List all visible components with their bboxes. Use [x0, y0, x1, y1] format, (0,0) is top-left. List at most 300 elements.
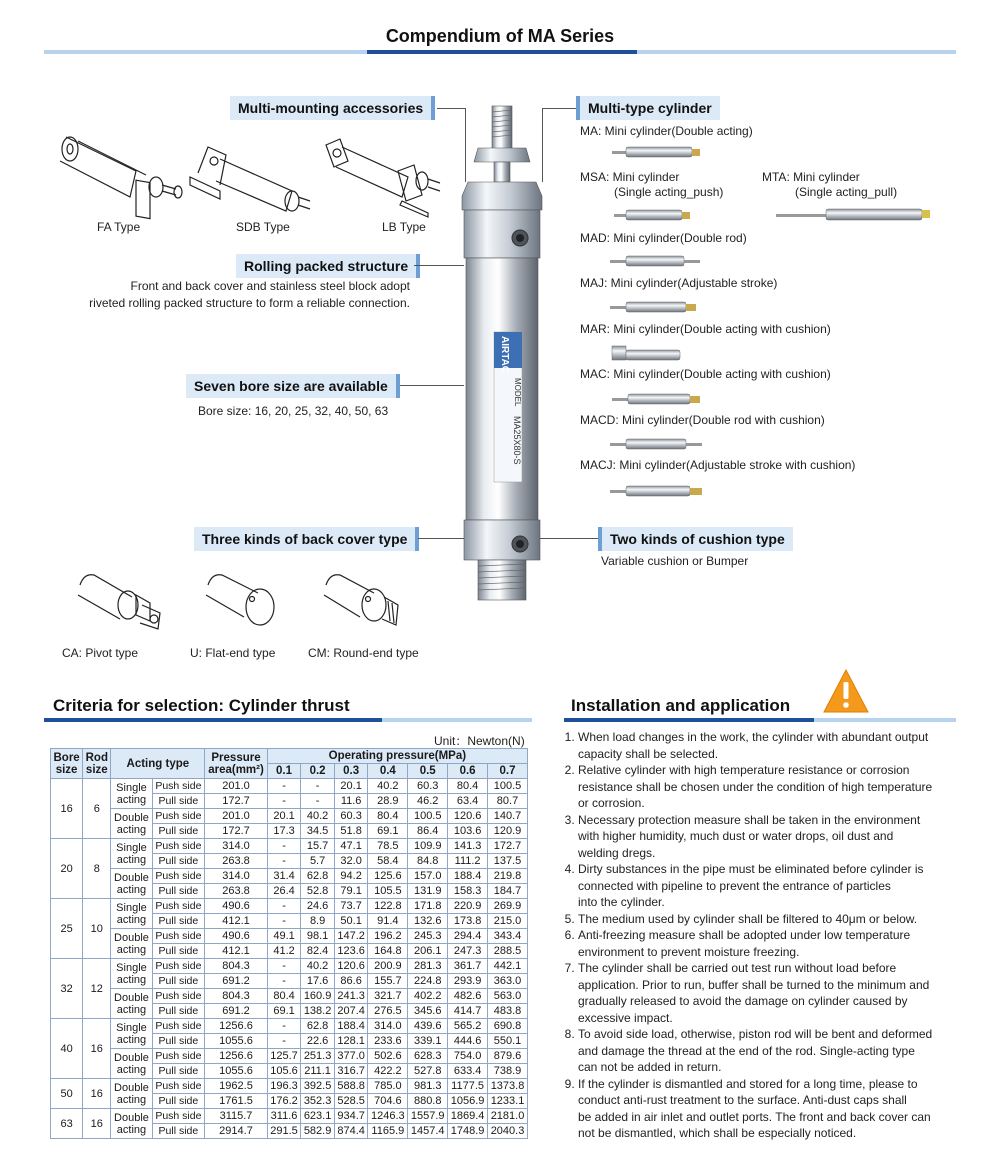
type-ma: MA: Mini cylinder(Double acting)	[580, 124, 753, 138]
acting-type-cell	[111, 1079, 152, 1109]
cylinder-label-text	[496, 336, 526, 486]
page-title: Compendium of MA Series	[385, 26, 615, 46]
thrust-value-cell: 160.9	[301, 989, 335, 1004]
acting-type-cell	[111, 929, 152, 959]
thrust-value-cell: 377.0	[334, 1049, 368, 1064]
thrust-value-cell: 200.9	[368, 959, 408, 974]
area-cell: 3115.7	[205, 1109, 268, 1124]
side-cell: Pull side	[152, 884, 205, 899]
list-item	[578, 762, 978, 812]
thrust-value-cell: 233.6	[368, 1034, 408, 1049]
thrust-value-cell: 11.6	[334, 794, 368, 809]
pressure-col-header: 0.2	[301, 764, 335, 779]
thrust-value-cell: 31.4	[267, 869, 301, 884]
type-msa-sub: (Single acting_push)	[614, 185, 724, 199]
thrust-value-cell: 100.5	[488, 779, 528, 794]
thrust-value-cell: 155.7	[368, 974, 408, 989]
u-flat-label: U: Flat-end type	[190, 646, 276, 660]
table-row	[51, 839, 528, 854]
thrust-value-cell: 339.1	[408, 1034, 448, 1049]
acting-type-l2: acting	[116, 883, 147, 896]
thrust-value-cell: 157.0	[408, 869, 448, 884]
list-item-line: application. Prior to run, buffer shall be turned to the minimum and	[578, 977, 930, 992]
thrust-value-cell: 120.6	[448, 809, 488, 824]
thrust-value-cell: 1177.5	[448, 1079, 488, 1094]
area-cell: 1055.6	[205, 1064, 268, 1079]
bore-cell: 40	[51, 1019, 83, 1079]
thrust-value-cell: 245.3	[408, 929, 448, 944]
list-item-line: welding dregs.	[578, 845, 656, 860]
cushion-desc: Variable cushion or Bumper	[601, 554, 749, 568]
type-macd: MACD: Mini cylinder(Double rod with cushion)	[580, 413, 825, 427]
mini-mad	[610, 256, 700, 266]
thrust-table	[50, 748, 528, 1139]
thrust-value-cell: 704.6	[368, 1094, 408, 1109]
back-cover-box: Three kinds of back cover type	[194, 527, 419, 551]
thrust-value-cell: 343.4	[488, 929, 528, 944]
thrust-value-cell: 62.8	[301, 1019, 335, 1034]
thrust-value-cell: 26.4	[267, 884, 301, 899]
side-cell: Push side	[152, 959, 205, 974]
side-cell: Push side	[152, 1109, 205, 1124]
thrust-value-cell: 80.4	[368, 809, 408, 824]
thrust-value-cell: 414.7	[448, 1004, 488, 1019]
thrust-value-cell: 241.3	[334, 989, 368, 1004]
acting-type-cell	[111, 779, 152, 809]
thrust-value-cell: 47.1	[334, 839, 368, 854]
bore-cell: 50	[51, 1079, 83, 1109]
criteria-heading	[53, 696, 350, 716]
thrust-value-cell: 50.1	[334, 914, 368, 929]
side-cell: Pull side	[152, 794, 205, 809]
table-row	[51, 1079, 528, 1094]
thrust-value-cell: 1246.3	[368, 1109, 408, 1124]
acting-type-l1: Single	[116, 901, 147, 914]
title-underline-accent	[367, 50, 637, 54]
side-cell: Pull side	[152, 914, 205, 929]
acting-type-l2: acting	[116, 973, 147, 986]
area-cell: 172.7	[205, 824, 268, 839]
thrust-value-cell: 224.8	[408, 974, 448, 989]
side-cell: Pull side	[152, 824, 205, 839]
acting-type-l1: Single	[116, 781, 147, 794]
list-item-line: with higher humidity, much dust or water drops, oil dust and	[578, 829, 894, 843]
table-row	[51, 779, 528, 794]
acting-type-l1: Double	[114, 871, 149, 884]
thrust-value-cell: 40.2	[368, 779, 408, 794]
thrust-value-cell: 880.8	[408, 1094, 448, 1109]
thrust-value-cell: 40.2	[301, 959, 335, 974]
thrust-value-cell: 527.8	[408, 1064, 448, 1079]
area-cell: 263.8	[205, 854, 268, 869]
thrust-value-cell: 111.2	[448, 854, 488, 869]
thrust-value-cell: 120.9	[488, 824, 528, 839]
thrust-value-cell: 131.9	[408, 884, 448, 899]
thrust-value-cell: 69.1	[267, 1004, 301, 1019]
thrust-value-cell: 52.8	[301, 884, 335, 899]
thrust-value-cell: 164.8	[368, 944, 408, 959]
thrust-value-cell: 293.9	[448, 974, 488, 989]
mini-mta	[776, 209, 930, 220]
list-item-line: capacity shall be selected.	[578, 746, 719, 761]
criteria-underline-accent	[44, 718, 382, 722]
list-item-line: can not be added in return.	[578, 1060, 722, 1074]
mini-mac	[612, 394, 700, 404]
list-item	[578, 927, 978, 960]
list-item-line: and damage the thread at the end of the rod. Single-acting type	[578, 1043, 915, 1058]
area-cell: 201.0	[205, 779, 268, 794]
thrust-value-cell: 196.2	[368, 929, 408, 944]
pressure-col-header: 0.3	[334, 764, 368, 779]
pressure-col-header: 0.6	[448, 764, 488, 779]
list-item	[578, 1076, 978, 1142]
acting-type-cell	[111, 1019, 152, 1049]
thrust-value-cell: 2040.3	[488, 1124, 528, 1139]
table-row	[51, 809, 528, 824]
side-cell: Pull side	[152, 854, 205, 869]
thrust-value-cell: 314.0	[368, 1019, 408, 1034]
cylinder-model-tag: MODEL	[513, 378, 522, 407]
list-item-line: or corrosion.	[578, 796, 645, 810]
thrust-value-cell: -	[267, 974, 301, 989]
area-cell: 490.6	[205, 899, 268, 914]
acting-type-l1: Double	[114, 1081, 149, 1094]
installation-underline-accent	[564, 718, 814, 722]
ca-pivot-label: CA: Pivot type	[62, 646, 139, 660]
thrust-value-cell: 173.8	[448, 914, 488, 929]
thrust-value-cell: 32.0	[334, 854, 368, 869]
thrust-value-cell: 633.4	[448, 1064, 488, 1079]
table-row	[51, 1109, 528, 1124]
leader-line	[542, 108, 543, 182]
thrust-value-cell: 981.3	[408, 1079, 448, 1094]
acting-type-cell	[111, 1049, 152, 1079]
thrust-value-cell: 15.7	[301, 839, 335, 854]
thrust-value-cell: -	[267, 1019, 301, 1034]
thrust-value-cell: 28.9	[368, 794, 408, 809]
criteria-heading-part2: Cylinder thrust	[224, 696, 350, 715]
bore-size-desc: Bore size: 16, 20, 25, 32, 40, 50, 63	[198, 404, 389, 418]
thrust-value-cell: 550.1	[488, 1034, 528, 1049]
table-row	[51, 1019, 528, 1034]
thrust-value-cell: 62.8	[301, 869, 335, 884]
list-item-line: 5. The medium used by cylinder shall be filtered to 40μm or below.	[578, 911, 918, 926]
thrust-value-cell: 294.4	[448, 929, 488, 944]
thrust-value-cell: 1373.8	[488, 1079, 528, 1094]
acting-type-l1: Double	[114, 991, 149, 1004]
list-item-line: 2. Relative cylinder with high temperature resistance or corrosion	[578, 763, 910, 777]
pressure-col-header: 0.4	[368, 764, 408, 779]
side-cell: Push side	[152, 1019, 205, 1034]
col-bore-l2: size	[55, 763, 78, 776]
acting-type-cell	[111, 869, 152, 899]
type-mac: MAC: Mini cylinder(Double acting with cushion)	[580, 367, 831, 381]
side-cell: Push side	[152, 839, 205, 854]
rod-cell: 6	[83, 779, 111, 839]
side-cell: Push side	[152, 779, 205, 794]
thrust-value-cell: 1457.4	[408, 1124, 448, 1139]
thrust-value-cell: 934.7	[334, 1109, 368, 1124]
thrust-value-cell: 785.0	[368, 1079, 408, 1094]
thrust-value-cell: 69.1	[368, 824, 408, 839]
thrust-value-cell: 738.9	[488, 1064, 528, 1079]
thrust-value-cell: 158.3	[448, 884, 488, 899]
thrust-value-cell: 207.4	[334, 1004, 368, 1019]
area-cell: 314.0	[205, 869, 268, 884]
area-cell: 1761.5	[205, 1094, 268, 1109]
rod-cell: 16	[83, 1019, 111, 1079]
type-macj: MACJ: Mini cylinder(Adjustable stroke with cushion)	[580, 458, 856, 472]
mini-mar	[612, 346, 680, 360]
table-row	[51, 959, 528, 974]
acting-type-l2: acting	[116, 1123, 147, 1136]
lb-type-drawing	[318, 125, 448, 220]
list-item	[578, 960, 978, 1026]
thrust-value-cell: 1748.9	[448, 1124, 488, 1139]
thrust-value-cell: 128.1	[334, 1034, 368, 1049]
area-cell: 263.8	[205, 884, 268, 899]
side-cell: Pull side	[152, 974, 205, 989]
thrust-value-cell: 94.2	[334, 869, 368, 884]
thrust-value-cell: 73.7	[334, 899, 368, 914]
thrust-value-cell: 247.3	[448, 944, 488, 959]
sdb-type-label: SDB Type	[236, 220, 290, 234]
thrust-value-cell: 91.4	[368, 914, 408, 929]
thrust-value-cell: 103.6	[448, 824, 488, 839]
side-cell: Push side	[152, 899, 205, 914]
thrust-value-cell: 874.4	[334, 1124, 368, 1139]
area-cell: 314.0	[205, 839, 268, 854]
thrust-value-cell: 502.6	[368, 1049, 408, 1064]
bore-cell: 63	[51, 1109, 83, 1139]
col-rod-l2: size	[85, 763, 108, 776]
thrust-value-cell: -	[301, 779, 335, 794]
thrust-value-cell: 363.0	[488, 974, 528, 989]
area-cell: 490.6	[205, 929, 268, 944]
area-cell: 201.0	[205, 809, 268, 824]
type-mta: MTA: Mini cylinder	[762, 170, 860, 184]
thrust-value-cell: -	[301, 794, 335, 809]
thrust-value-cell: -	[267, 779, 301, 794]
type-mta-sub: (Single acting_pull)	[795, 185, 898, 199]
side-cell: Pull side	[152, 1064, 205, 1079]
list-item-line: 4. Dirty substances in the pipe must be eliminated before cylinder is	[578, 862, 924, 876]
thrust-value-cell: 563.0	[488, 989, 528, 1004]
area-cell: 1962.5	[205, 1079, 268, 1094]
acting-type-cell	[111, 959, 152, 989]
col-area-l2: area(mm²)	[208, 763, 264, 776]
thrust-value-cell: -	[267, 854, 301, 869]
thrust-value-cell: 60.3	[334, 809, 368, 824]
thrust-value-cell: 79.1	[334, 884, 368, 899]
thrust-value-cell: 565.2	[448, 1019, 488, 1034]
leader-line	[542, 108, 576, 109]
acting-type-l2: acting	[116, 1093, 147, 1106]
thrust-value-cell: 211.1	[301, 1064, 335, 1079]
side-cell: Pull side	[152, 1094, 205, 1109]
thrust-value-cell: 109.9	[408, 839, 448, 854]
acting-type-cell	[111, 809, 152, 839]
installation-list	[562, 729, 978, 1142]
thrust-value-cell: 1056.9	[448, 1094, 488, 1109]
thrust-value-cell: 78.5	[368, 839, 408, 854]
thrust-value-cell: -	[267, 914, 301, 929]
area-cell: 1256.6	[205, 1049, 268, 1064]
thrust-value-cell: 442.1	[488, 959, 528, 974]
acting-type-l2: acting	[116, 943, 147, 956]
acting-type-l1: Double	[114, 1111, 149, 1124]
col-acting: Acting type	[111, 749, 205, 779]
thrust-value-cell: 82.4	[301, 944, 335, 959]
list-item	[578, 911, 978, 928]
thrust-value-cell: 8.9	[301, 914, 335, 929]
thrust-value-cell: 588.8	[334, 1079, 368, 1094]
thrust-value-cell: 311.6	[267, 1109, 301, 1124]
cylinder-brand: AIRTAC	[499, 336, 510, 374]
criteria-heading-part1: Criteria for selection	[53, 696, 219, 715]
thrust-value-cell: 291.5	[267, 1124, 301, 1139]
acting-type-l1: Double	[114, 1051, 149, 1064]
acting-type-cell	[111, 839, 152, 869]
unit-label: Unit：Newton(N)	[434, 734, 525, 748]
thrust-value-cell: 123.6	[334, 944, 368, 959]
thrust-value-cell: 24.6	[301, 899, 335, 914]
side-cell: Push side	[152, 1079, 205, 1094]
thrust-body	[51, 779, 528, 1139]
table-row	[51, 1049, 528, 1064]
thrust-value-cell: 276.5	[368, 1004, 408, 1019]
leader-line	[540, 538, 598, 539]
list-item-line: 7. The cylinder shall be carried out test run without load before	[578, 961, 897, 975]
list-item-line: gradually released to avoid the damage on cylinder caused by	[578, 994, 908, 1008]
thrust-value-cell: 137.5	[488, 854, 528, 869]
thrust-value-cell: 17.6	[301, 974, 335, 989]
criteria-heading-sep: :	[218, 696, 224, 715]
area-cell: 691.2	[205, 1004, 268, 1019]
list-item	[578, 1026, 978, 1076]
acting-type-l2: acting	[116, 1003, 147, 1016]
thrust-value-cell: 444.6	[448, 1034, 488, 1049]
cm-round-drawing	[318, 565, 413, 640]
thrust-value-cell: 140.7	[488, 809, 528, 824]
acting-type-l2: acting	[116, 1063, 147, 1076]
acting-type-l2: acting	[116, 823, 147, 836]
rod-cell: 10	[83, 899, 111, 959]
acting-type-l1: Single	[116, 961, 147, 974]
thrust-value-cell: -	[267, 794, 301, 809]
thrust-value-cell: 345.6	[408, 1004, 448, 1019]
col-rod	[83, 749, 111, 779]
cylinder-model: MA25X80-S	[512, 416, 522, 465]
thrust-value-cell: 122.8	[368, 899, 408, 914]
thrust-value-cell: 483.8	[488, 1004, 528, 1019]
thrust-value-cell: 392.5	[301, 1079, 335, 1094]
col-area-l1: Pressure	[211, 751, 261, 764]
col-op-pressure: Operating pressure(MPa)	[267, 749, 527, 764]
side-cell: Pull side	[152, 944, 205, 959]
thrust-value-cell: 879.6	[488, 1049, 528, 1064]
area-cell: 172.7	[205, 794, 268, 809]
thrust-value-cell: -	[267, 839, 301, 854]
thrust-value-cell: 40.2	[301, 809, 335, 824]
thrust-value-cell: 288.5	[488, 944, 528, 959]
thrust-value-cell: 105.5	[368, 884, 408, 899]
side-cell: Pull side	[152, 1034, 205, 1049]
list-item-line: 6. Anti-freezing measure shall be adopted under low temperature	[578, 928, 911, 942]
thrust-value-cell: 1233.1	[488, 1094, 528, 1109]
list-item	[578, 812, 978, 862]
thrust-value-cell: 184.7	[488, 884, 528, 899]
thrust-value-cell: 206.1	[408, 944, 448, 959]
acting-type-l1: Double	[114, 931, 149, 944]
type-mad: MAD: Mini cylinder(Double rod)	[580, 231, 747, 245]
thrust-value-cell: 120.6	[334, 959, 368, 974]
pressure-col-header: 0.1	[267, 764, 301, 779]
thrust-value-cell: 86.4	[408, 824, 448, 839]
thrust-value-cell: 2181.0	[488, 1109, 528, 1124]
thrust-value-cell: 269.9	[488, 899, 528, 914]
thrust-value-cell: 105.6	[267, 1064, 301, 1079]
thrust-value-cell: 80.7	[488, 794, 528, 809]
thrust-value-cell: -	[267, 1034, 301, 1049]
list-item	[578, 729, 978, 762]
thrust-value-cell: 60.3	[408, 779, 448, 794]
thrust-value-cell: 5.7	[301, 854, 335, 869]
thrust-value-cell: 251.3	[301, 1049, 335, 1064]
thrust-value-cell: 132.6	[408, 914, 448, 929]
type-maj: MAJ: Mini cylinder(Adjustable stroke)	[580, 276, 778, 290]
thrust-value-cell: 215.0	[488, 914, 528, 929]
thrust-value-cell: 20.1	[267, 809, 301, 824]
area-cell: 804.3	[205, 959, 268, 974]
thrust-value-cell: 58.4	[368, 854, 408, 869]
thrust-value-cell: 316.7	[334, 1064, 368, 1079]
col-area	[205, 749, 268, 779]
thrust-value-cell: 20.1	[334, 779, 368, 794]
side-cell: Push side	[152, 929, 205, 944]
bore-cell: 25	[51, 899, 83, 959]
cushion-box: Two kinds of cushion type	[598, 527, 793, 551]
list-item-line: conduct anti-rust treatment to the surface. Anti-dust caps shall	[578, 1093, 907, 1107]
thrust-value-cell: 171.8	[408, 899, 448, 914]
rod-cell: 12	[83, 959, 111, 1019]
list-item-line: 1. When load changes in the work, the cylinder with abundant output	[578, 730, 929, 744]
lb-type-label: LB Type	[382, 220, 426, 234]
col-rod-l1: Rod	[85, 751, 108, 764]
side-cell: Push side	[152, 1049, 205, 1064]
thrust-value-cell: 49.1	[267, 929, 301, 944]
thrust-value-cell: 196.3	[267, 1079, 301, 1094]
area-cell: 804.3	[205, 989, 268, 1004]
rod-cell: 16	[83, 1109, 111, 1139]
thrust-value-cell: 690.8	[488, 1019, 528, 1034]
table-row	[51, 929, 528, 944]
list-item-line: excessive impact.	[578, 1010, 673, 1025]
acting-type-cell	[111, 1109, 152, 1139]
area-cell: 2914.7	[205, 1124, 268, 1139]
thrust-value-cell: 1165.9	[368, 1124, 408, 1139]
thrust-value-cell: 582.9	[301, 1124, 335, 1139]
thrust-value-cell: 80.4	[267, 989, 301, 1004]
thrust-value-cell: 422.2	[368, 1064, 408, 1079]
list-item-line: 3. Necessary protection measure shall be taken in the environment	[578, 812, 921, 827]
thrust-value-cell: 176.2	[267, 1094, 301, 1109]
thrust-value-cell: 1869.4	[448, 1109, 488, 1124]
thrust-value-cell: 1557.9	[408, 1109, 448, 1124]
list-item-line: environment to prevent moisture freezing.	[578, 944, 800, 959]
side-cell: Push side	[152, 989, 205, 1004]
thrust-value-cell: 188.4	[334, 1019, 368, 1034]
